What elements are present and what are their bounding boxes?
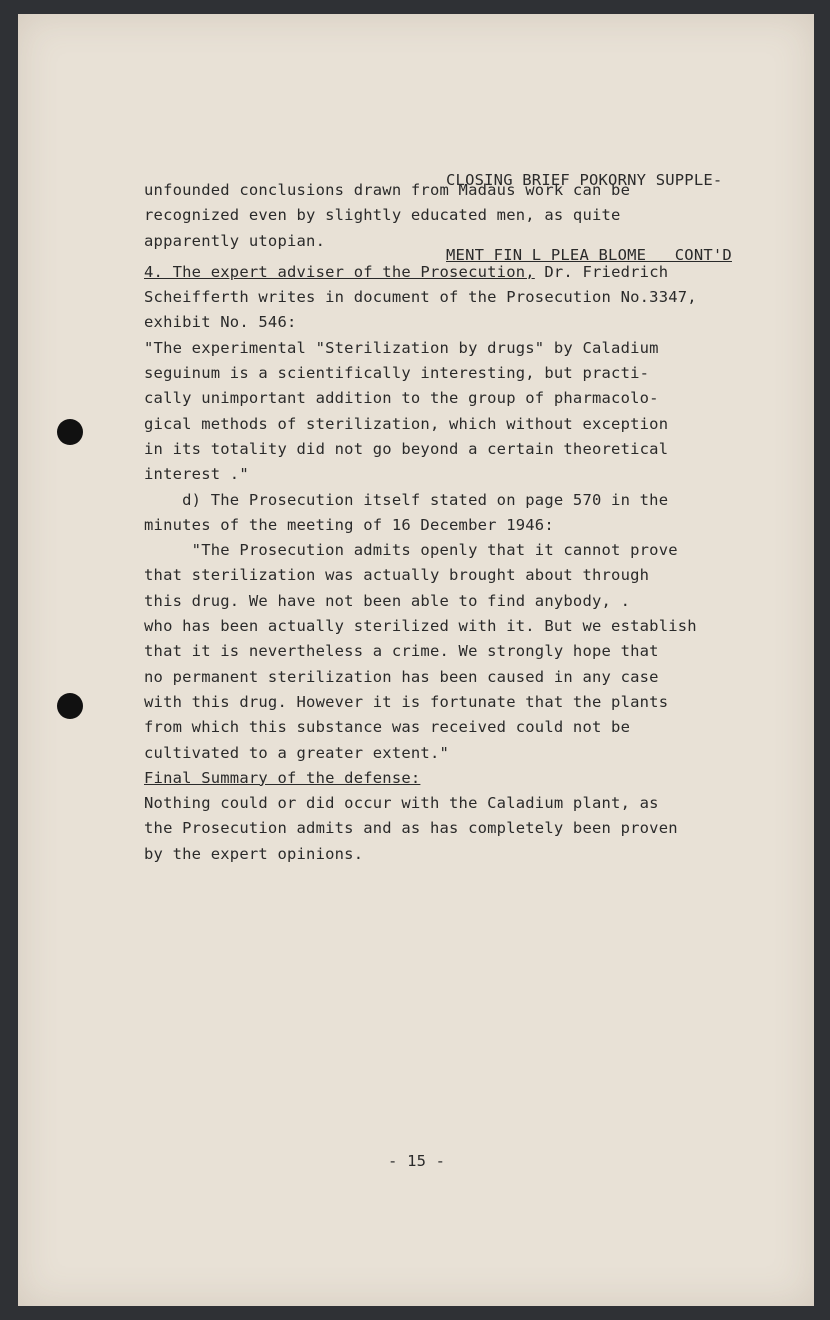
final-summary: [144, 766, 744, 867]
text-line: apparently utopian.: [144, 231, 326, 250]
text-line: cally unimportant addition to the group of pharmacolo-: [144, 389, 659, 408]
text-line: by the expert opinions.: [144, 844, 364, 863]
paragraph-2: [144, 260, 744, 488]
document-body: [144, 178, 744, 867]
paragraph-3: [144, 488, 744, 766]
text-line: in its totality did not go beyond a certain theoretical: [144, 439, 669, 458]
text-line: "The Prosecution admits openly that it cannot prove: [144, 541, 678, 560]
text-line: cultivated to a greater extent.": [144, 743, 450, 762]
text-line: no permanent sterilization has been caused in any case: [144, 667, 659, 686]
text-line: the Prosecution admits and as has completely been proven: [144, 819, 678, 838]
text-line: unfounded conclusions drawn from Madaus work can be: [144, 181, 631, 199]
heading-continuation: Dr. Friedrich: [534, 262, 669, 281]
text-line: recognized even by slightly educated men, as quite: [144, 206, 621, 225]
header-line-1: CLOSING BRIEF POKORNY SUPPLE-: [446, 171, 723, 189]
text-line: who has been actually sterilized with it. But we establish: [144, 617, 697, 636]
text-line: [144, 260, 744, 285]
text-line: from which this substance was received could not be: [144, 718, 631, 737]
paragraph-1: [144, 178, 744, 254]
header-line-2: MENT FIN L PLEA BLOME CONT'D: [446, 246, 732, 264]
punch-hole: [57, 693, 83, 719]
text-line: Nothing could or did occur with the Caladium plant, as: [144, 794, 659, 813]
text-line: gical methods of sterilization, which without exception: [144, 414, 669, 433]
text-line: that sterilization was actually brought about through: [144, 566, 650, 585]
page-number: - 15 -: [388, 1152, 446, 1170]
punch-hole: [57, 419, 83, 445]
text-line: Scheifferth writes in document of the Prosecution No.3347,: [144, 288, 697, 307]
text-line: "The experimental "Sterilization by drugs" by Caladium: [144, 338, 659, 357]
text-line: with this drug. However it is fortunate that the plants: [144, 692, 669, 711]
text-line: [144, 766, 744, 791]
text-line: d) The Prosecution itself stated on page 570 in the: [144, 490, 669, 509]
text-line: minutes of the meeting of 16 December 1946:: [144, 515, 554, 534]
text-line: that it is nevertheless a crime. We strongly hope that: [144, 642, 659, 661]
text-line: this drug. We have not been able to find anybody, .: [144, 591, 631, 610]
section-heading: 4. The expert adviser of the Prosecution,: [144, 262, 535, 281]
text-line: seguinum is a scientifically interesting, but practi-: [144, 364, 650, 383]
summary-heading: Final Summary of the defense:: [144, 768, 421, 787]
text-line: interest .": [144, 465, 249, 484]
text-line: exhibit No. 546:: [144, 313, 297, 332]
